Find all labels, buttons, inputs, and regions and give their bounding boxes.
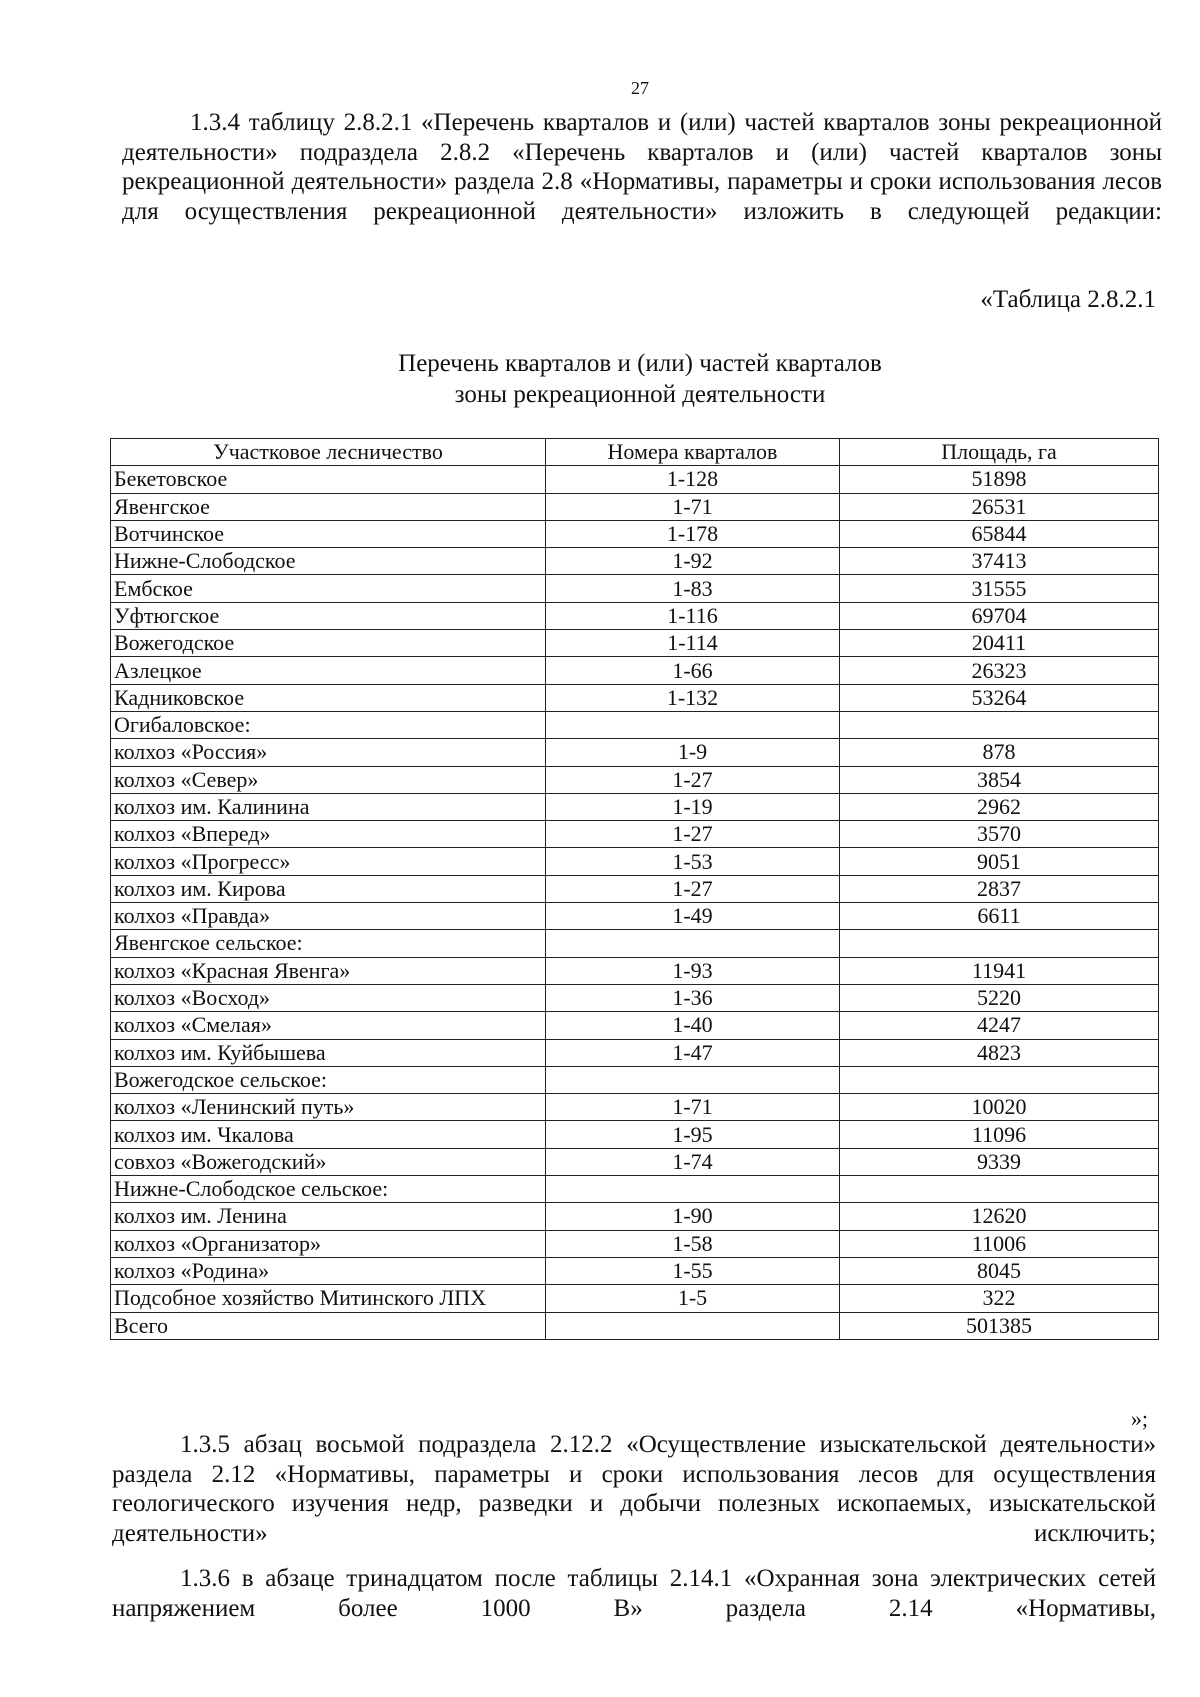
table-row xyxy=(111,602,1159,629)
table-row xyxy=(111,739,1159,766)
area-cell: 26531 xyxy=(840,493,1159,520)
table-row xyxy=(111,1312,1159,1339)
forestry-cell: Ембское xyxy=(111,575,546,602)
quarter-numbers-cell: 1-9 xyxy=(546,739,840,766)
closing-quote-mark: »; xyxy=(1130,1406,1148,1431)
forestry-cell: Азлецкое xyxy=(111,657,546,684)
table-row xyxy=(111,466,1159,493)
area-cell xyxy=(840,711,1159,738)
table-row xyxy=(111,1094,1159,1121)
forestry-cell: Явенгское xyxy=(111,493,546,520)
quarter-numbers-cell: 1-27 xyxy=(546,875,840,902)
paragraph-1-3-6 xyxy=(112,1564,1156,1623)
area-cell: 12620 xyxy=(840,1203,1159,1230)
table-header-row xyxy=(111,439,1159,466)
quarter-numbers-cell: 1-83 xyxy=(546,575,840,602)
forestry-cell: Вожегодское xyxy=(111,630,546,657)
forestry-cell: колхоз «Вперед» xyxy=(111,821,546,848)
paragraph-1-3-4-text: 1.3.4 таблицу 2.8.2.1 «Перечень кварталов и (или) частей кварталов зоны рекреационной деятельности» подраздела 2.8.2 «Перечень кварталов и (или) частей кварталов зоны рекреационной деятельности» раздела 2.8 «Нормативы, параметры и сроки использования лесов для осуществления рекреационной деятельности» изложить в следующей редакции: xyxy=(122,109,1162,225)
quarter-numbers-cell: 1-27 xyxy=(546,766,840,793)
forestry-cell: колхоз «Ленинский путь» xyxy=(111,1094,546,1121)
area-cell: 2962 xyxy=(840,793,1159,820)
area-cell: 31555 xyxy=(840,575,1159,602)
forestry-cell: колхоз «Красная Явенга» xyxy=(111,957,546,984)
table-row xyxy=(111,1148,1159,1175)
table-row xyxy=(111,930,1159,957)
table-row xyxy=(111,711,1159,738)
forestry-table xyxy=(110,438,1159,1340)
area-cell: 53264 xyxy=(840,684,1159,711)
table-row xyxy=(111,1066,1159,1093)
quarter-numbers-cell: 1-49 xyxy=(546,903,840,930)
table-title xyxy=(270,348,1010,410)
forestry-cell: совхоз «Вожегодский» xyxy=(111,1148,546,1175)
table-row xyxy=(111,1012,1159,1039)
table-row xyxy=(111,875,1159,902)
area-cell: 51898 xyxy=(840,466,1159,493)
table-row xyxy=(111,684,1159,711)
quarter-numbers-cell: 1-55 xyxy=(546,1257,840,1284)
area-cell: 322 xyxy=(840,1285,1159,1312)
quarter-numbers-cell: 1-36 xyxy=(546,984,840,1011)
forestry-cell: колхоз «Россия» xyxy=(111,739,546,766)
quarter-numbers-cell: 1-92 xyxy=(546,548,840,575)
area-cell: 6611 xyxy=(840,903,1159,930)
table-row xyxy=(111,903,1159,930)
table-row xyxy=(111,630,1159,657)
area-cell: 4247 xyxy=(840,1012,1159,1039)
table-row xyxy=(111,575,1159,602)
paragraph-1-3-6-text: 1.3.6 в абзаце тринадцатом после таблицы 2.14.1 «Охранная зона электрических сетей напряжением более 1000 В» раздела 2.14 «Нормативы, xyxy=(112,1565,1156,1622)
forestry-cell: Нижне-Слободское xyxy=(111,548,546,575)
table-row xyxy=(111,821,1159,848)
table-row xyxy=(111,766,1159,793)
table-row xyxy=(111,1230,1159,1257)
table-label: «Таблица 2.8.2.1 xyxy=(980,286,1156,313)
forestry-cell: Подсобное хозяйство Митинского ЛПХ xyxy=(111,1285,546,1312)
area-cell: 69704 xyxy=(840,602,1159,629)
area-cell xyxy=(840,1176,1159,1203)
table-row xyxy=(111,1121,1159,1148)
quarter-numbers-cell xyxy=(546,1312,840,1339)
table-row xyxy=(111,1039,1159,1066)
header-area: Площадь, га xyxy=(840,439,1159,466)
area-cell: 8045 xyxy=(840,1257,1159,1284)
quarter-numbers-cell: 1-27 xyxy=(546,821,840,848)
area-cell: 4823 xyxy=(840,1039,1159,1066)
forestry-cell: Вожегодское сельское: xyxy=(111,1066,546,1093)
area-cell: 3854 xyxy=(840,766,1159,793)
forestry-cell: колхоз «Правда» xyxy=(111,903,546,930)
table-row xyxy=(111,1176,1159,1203)
quarter-numbers-cell: 1-58 xyxy=(546,1230,840,1257)
header-quarter-numbers: Номера кварталов xyxy=(546,439,840,466)
table-title-line-2: зоны рекреационной деятельности xyxy=(454,381,826,408)
forestry-cell: колхоз «Прогресс» xyxy=(111,848,546,875)
forestry-cell: Огибаловское: xyxy=(111,711,546,738)
area-cell: 2837 xyxy=(840,875,1159,902)
paragraph-1-3-4 xyxy=(122,108,1162,226)
table-row xyxy=(111,984,1159,1011)
area-cell: 20411 xyxy=(840,630,1159,657)
forestry-cell: колхоз «Смелая» xyxy=(111,1012,546,1039)
quarter-numbers-cell: 1-95 xyxy=(546,1121,840,1148)
forestry-cell: колхоз «Восход» xyxy=(111,984,546,1011)
quarter-numbers-cell: 1-132 xyxy=(546,684,840,711)
quarter-numbers-cell: 1-71 xyxy=(546,493,840,520)
quarter-numbers-cell: 1-5 xyxy=(546,1285,840,1312)
quarter-numbers-cell: 1-53 xyxy=(546,848,840,875)
area-cell: 878 xyxy=(840,739,1159,766)
forestry-cell: колхоз им. Кирова xyxy=(111,875,546,902)
quarter-numbers-cell: 1-128 xyxy=(546,466,840,493)
area-cell: 11941 xyxy=(840,957,1159,984)
area-cell: 5220 xyxy=(840,984,1159,1011)
quarter-numbers-cell xyxy=(546,1066,840,1093)
area-cell xyxy=(840,930,1159,957)
forestry-cell: Всего xyxy=(111,1312,546,1339)
quarter-numbers-cell: 1-19 xyxy=(546,793,840,820)
forestry-cell: колхоз «Организатор» xyxy=(111,1230,546,1257)
table-row xyxy=(111,548,1159,575)
quarter-numbers-cell: 1-40 xyxy=(546,1012,840,1039)
table-row xyxy=(111,848,1159,875)
table-row xyxy=(111,793,1159,820)
forestry-cell: колхоз им. Калинина xyxy=(111,793,546,820)
table-row xyxy=(111,1203,1159,1230)
area-cell: 3570 xyxy=(840,821,1159,848)
quarter-numbers-cell xyxy=(546,930,840,957)
area-cell: 11006 xyxy=(840,1230,1159,1257)
quarter-numbers-cell: 1-178 xyxy=(546,520,840,547)
forestry-cell: колхоз им. Куйбышева xyxy=(111,1039,546,1066)
forestry-cell: Вотчинское xyxy=(111,520,546,547)
area-cell: 65844 xyxy=(840,520,1159,547)
area-cell: 26323 xyxy=(840,657,1159,684)
table-row xyxy=(111,657,1159,684)
paragraph-1-3-5 xyxy=(112,1430,1156,1548)
area-cell: 9339 xyxy=(840,1148,1159,1175)
forestry-cell: Уфтюгское xyxy=(111,602,546,629)
page-number: 27 xyxy=(631,78,649,98)
quarter-numbers-cell: 1-66 xyxy=(546,657,840,684)
forestry-cell: колхоз «Север» xyxy=(111,766,546,793)
quarter-numbers-cell: 1-47 xyxy=(546,1039,840,1066)
area-cell: 11096 xyxy=(840,1121,1159,1148)
paragraph-1-3-5-text: 1.3.5 абзац восьмой подраздела 2.12.2 «Осуществление изыскательской деятельности» раздела 2.12 «Нормативы, параметры и сроки использования лесов для осуществления геологического изучения недр, разведки и добычи полезных ископаемых, изыскательской деятельности» исключить; xyxy=(112,1431,1156,1547)
table-title-line-1: Перечень кварталов и (или) частей кварталов xyxy=(398,350,882,377)
forestry-cell: Кадниковское xyxy=(111,684,546,711)
quarter-numbers-cell xyxy=(546,711,840,738)
area-cell: 9051 xyxy=(840,848,1159,875)
quarter-numbers-cell: 1-71 xyxy=(546,1094,840,1121)
forestry-cell: Явенгское сельское: xyxy=(111,930,546,957)
forestry-cell: колхоз «Родина» xyxy=(111,1257,546,1284)
forestry-cell: колхоз им. Чкалова xyxy=(111,1121,546,1148)
area-cell: 10020 xyxy=(840,1094,1159,1121)
quarter-numbers-cell: 1-116 xyxy=(546,602,840,629)
area-cell: 501385 xyxy=(840,1312,1159,1339)
area-cell: 37413 xyxy=(840,548,1159,575)
forestry-cell: Бекетовское xyxy=(111,466,546,493)
forestry-cell: колхоз им. Ленина xyxy=(111,1203,546,1230)
table-row xyxy=(111,1257,1159,1284)
quarter-numbers-cell: 1-90 xyxy=(546,1203,840,1230)
header-forestry: Участковое лесничество xyxy=(111,439,546,466)
quarter-numbers-cell: 1-93 xyxy=(546,957,840,984)
quarter-numbers-cell: 1-74 xyxy=(546,1148,840,1175)
table-row xyxy=(111,957,1159,984)
table-row xyxy=(111,520,1159,547)
table-row xyxy=(111,1285,1159,1312)
area-cell xyxy=(840,1066,1159,1093)
quarter-numbers-cell xyxy=(546,1176,840,1203)
quarter-numbers-cell: 1-114 xyxy=(546,630,840,657)
forestry-cell: Нижне-Слободское сельское: xyxy=(111,1176,546,1203)
table-row xyxy=(111,493,1159,520)
